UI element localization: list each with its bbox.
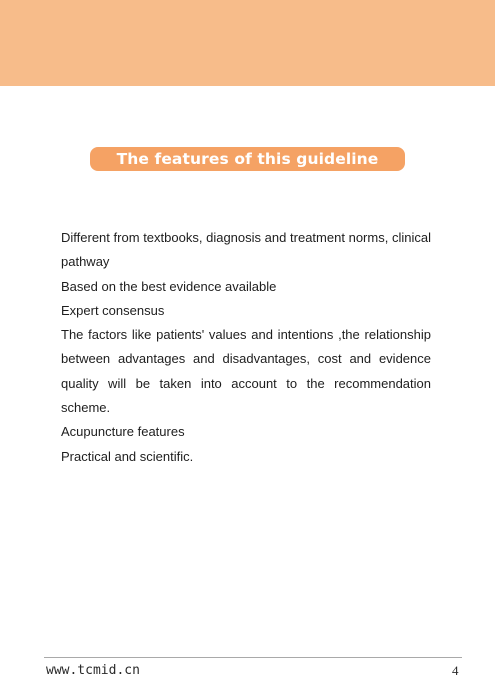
feature-item: Different from textbooks, diagnosis and treatment norms, clinical pathway <box>61 230 431 270</box>
features-list <box>61 226 431 469</box>
section-title: The features of this guideline <box>116 150 379 168</box>
footer-divider <box>44 657 462 658</box>
feature-item: Practical and scientific. <box>61 448 194 464</box>
footer-website: www.tcmid.cn <box>46 663 140 678</box>
page-number: 4 <box>452 663 459 678</box>
feature-item: Based on the best evidence available <box>61 278 277 294</box>
section-title-banner <box>90 147 405 171</box>
feature-item: Expert consensus <box>61 302 165 318</box>
feature-item: Acupuncture features <box>61 424 185 440</box>
feature-item: The factors like patients' values and intentions ,the relationship between advantages and disadvantages, cost and evidence quality will be taken into account to the recommendation scheme. <box>61 327 431 416</box>
header-band <box>0 0 495 86</box>
